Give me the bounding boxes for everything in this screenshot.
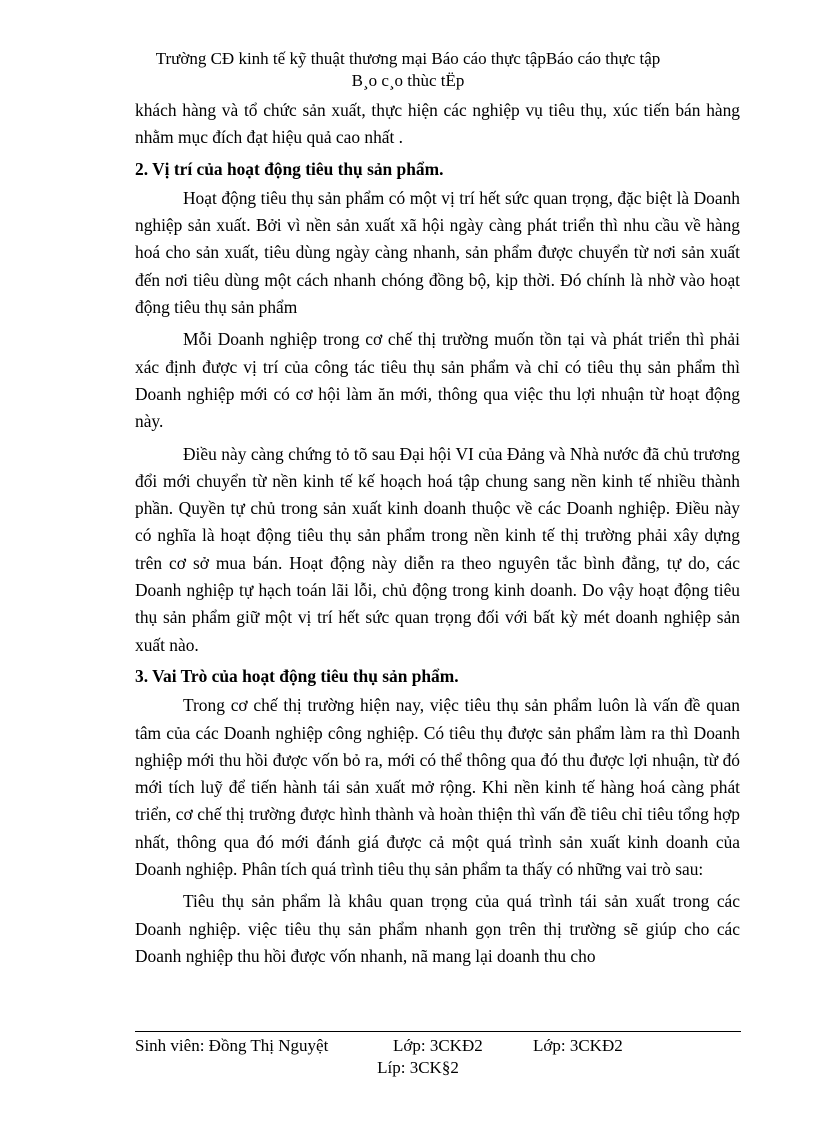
header-line-2: B¸o c¸o thùc tËp <box>351 71 465 90</box>
intro-paragraph: khách hàng và tổ chức sản xuất, thực hiện các nghiệp vụ tiêu thụ, xúc tiến bán hàng nhằm mục đích đạt hiệu quả cao nhất . <box>135 100 740 148</box>
section-2-heading: 2. Vị trí của hoạt động tiêu thụ sản phẩm. <box>135 158 444 179</box>
footer-class-1: Lớp: 3CKĐ2 <box>393 1036 483 1055</box>
section-3-heading: 3. Vai Trò của hoạt động tiêu thụ sản phẩm. <box>135 665 459 686</box>
header-line-1: Trường CĐ kinh tế kỹ thuật thương mại Báo cáo thực tậpBáo cáo thực tập <box>155 49 661 68</box>
section-3-paragraph-2: Tiêu thụ sản phẩm là khâu quan trọng của quá trình tái sản xuất trong các Doanh nghiệp. việc tiêu thụ sản phẩm nhanh gọn trên thị trường sẽ giúp cho các Doanh nghiệp thu hồi được vốn nhanh, nã mang lại doanh thu cho <box>135 891 740 966</box>
footer-student: Sinh viên: Đồng Thị Nguyệt <box>135 1036 329 1055</box>
document-body <box>135 97 740 970</box>
section-2-paragraph-3: Điều này càng chứng tỏ tõ sau Đại hội VI của Đảng và Nhà nước đã chủ trương đổi mới chuyển từ nền kinh tế kế hoạch hoá tập chung sang nền kinh tế nhiều thành phần. Quyền tự chủ trong sản xuất kinh doanh thuộc về các Doanh nghiệp. Điều này có nghĩa là hoạt động tiêu thụ sản phẩm trong nền kinh tế thị trường phải xây dựng trên cơ sở mua bán. Hoạt động này diễn ra theo nguyên tắc bình đẳng, tự do, các Doanh nghiệp tự hạch toán lãi lỗi, chủ động trong kinh doanh. Do vậy hoạt động tiêu thụ sản phẩm giữ một vị trí hết sức quan trọng đối với bất kỳ mét doanh nghiệp sản xuất nào. <box>135 443 740 655</box>
section-2-paragraph-2: Mỗi Doanh nghiệp trong cơ chế thị trường muốn tồn tại và phát triển thì phải xác định được vị trí của công tác tiêu thụ sản phẩm và chỉ có tiêu thụ sản phẩm thì Doanh nghiệp mới có cơ hội làm ăn mới, thông qua việc thu lợi nhuận từ hoạt động này. <box>135 329 740 432</box>
section-3-paragraph-1: Trong cơ chế thị trường hiện nay, việc tiêu thụ sản phẩm luôn là vấn đề quan tâm của các Doanh nghiệp công nghiệp. Có tiêu thụ được sản phẩm làm ra thì Doanh nghiệp mới thu hồi được vốn bỏ ra, mới có thể thông qua đó thu được lợi nhuận, từ đó mới tích luỹ để tiến hành tái sản xuất mở rộng. Khi nền kinh tế hàng hoá càng phát triển, cơ chế thị trường được hình thành và hoàn thiện thì vấn đề tiêu chỉ tiêu tổng hợp nhất, thông qua đó mới đánh giá được cả một quá trình sản xuất kinh doanh của Doanh nghiệp. Phân tích quá trình tiêu thụ sản phẩm ta thấy có những vai trò sau: <box>135 695 740 880</box>
footer-class-3: Líp: 3CK§2 <box>377 1058 459 1077</box>
section-2-paragraph-1: Hoạt động tiêu thụ sản phẩm có một vị trí hết sức quan trọng, đặc biệt là Doanh nghiệp sản xuất. Bởi vì nền sản xuất xã hội ngày càng phát triển thì nhu cầu về hàng hoá cho sản xuất, tiêu dùng ngày càng nhanh, sản phẩm được chuyển từ nơi sản xuất đến nơi tiêu dùng một cách nhanh chóng đồng bộ, kịp thời. Đó chính là nhờ vào hoạt động tiêu thụ sản phẩm <box>135 187 740 318</box>
page-footer <box>135 1035 741 1079</box>
footer-divider <box>135 1031 741 1032</box>
footer-class-2: Lớp: 3CKĐ2 <box>533 1036 623 1055</box>
page-header <box>120 48 696 92</box>
